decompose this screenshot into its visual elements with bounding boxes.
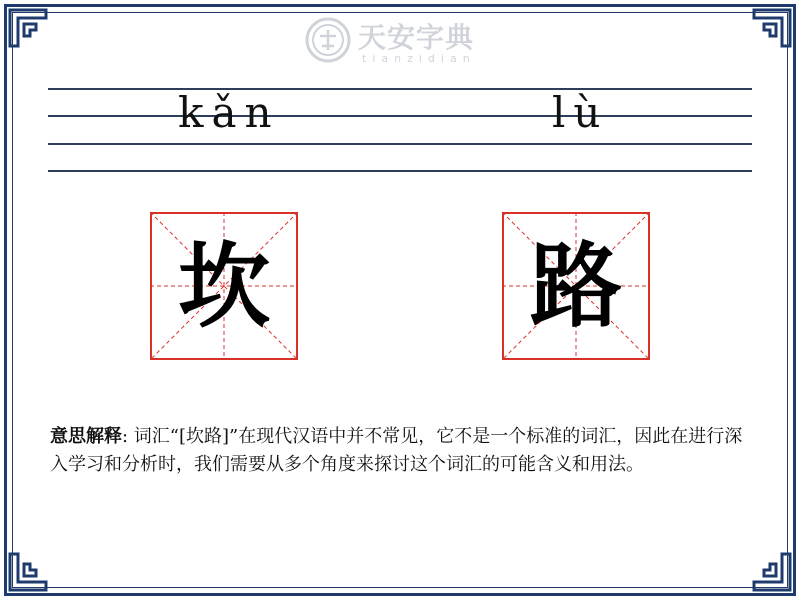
logo-subtitle: tianzidian [362,52,476,65]
hanzi-2: 路 [529,232,622,340]
corner-ornament-icon [6,6,50,50]
explanation [50,423,754,479]
watermark-logo [300,14,500,70]
character-grid-2 [502,212,650,360]
character-grid-1 [150,212,298,360]
logo-name: 天安字典 [358,21,475,54]
corner-ornament-icon [6,550,50,594]
seal-icon [304,16,352,64]
pinyin-lines [48,88,752,172]
pinyin-2: lù [552,88,609,137]
pinyin-1: kǎn [178,88,280,137]
corner-ornament-icon [750,550,794,594]
hanzi-1: 坎 [177,232,270,340]
corner-ornament-icon [750,6,794,50]
explanation-text: : 词汇“[坎路]”在现代汉语中并不常见，它不是一个标准的词汇，因此在进行深入学习和分析时，我们需要从多个角度来探讨这个词汇的可能含义和用法。 [50,426,743,475]
explanation-label: 意思解释 [50,426,122,447]
